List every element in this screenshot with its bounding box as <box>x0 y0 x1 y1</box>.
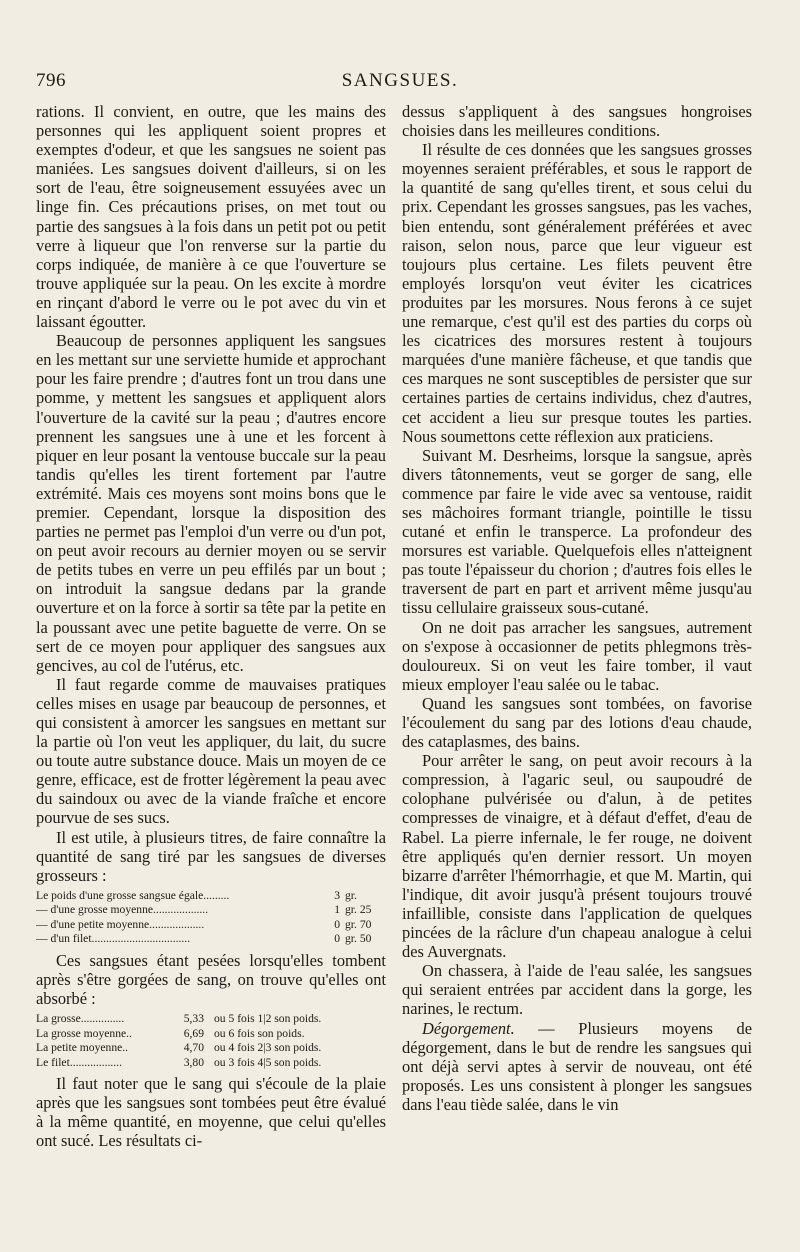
table-cell-value: 0 <box>334 917 340 931</box>
table-cell-note: ou 5 fois 1|2 son poids. <box>214 1012 322 1026</box>
paragraph: dessus s'appliquent à des sangsues hongroises choisies dans les meilleures conditions. <box>402 102 752 141</box>
table-cell-label: Le poids d'une grosse sangsue égale......... <box>36 888 230 902</box>
table-cell-value: 3,80 <box>183 1055 204 1069</box>
paragraph: On ne doit pas arracher les sangsues, autrement on s'expose à occasionner de petits phlegmons très-douloureux. Si on veut les faire tomber, il vaut mieux employer l'eau salée ou le tabac. <box>402 617 752 694</box>
paragraph: rations. Il convient, en outre, que les mains des personnes qui les appliquent soient propres et exemptes d'odeur, et que les sangsues ne soient pas maniées. Les sangsues doivent d'ailleurs, si on les sort de l'eau, être soigneusement essuyées avec un linge fin. Ces précautions prises, on met tout ou partie des sangsues à la fois dans un petit pot ou petit verre à liqueur que l'on renverse sur la partie du corps indiquée, de manière à ce que l'ouverture se trouve appliquée sur la peau. On les excite à mordre en rinçant d'abord le verre ou le pot avec du vin et laissant égoutter. <box>36 102 386 332</box>
page-number: 796 <box>36 70 66 91</box>
table-cell-label: — d'un filet.................................. <box>36 932 191 946</box>
blood-absorbed-table <box>36 1012 386 1070</box>
paragraph-text: — Plusieurs moyens de dégorgement, dans le but de rendre les sangsues qui ont déjà servi aptes à servir de nouveau, ont été proposés. Les uns consistent à plonger les sangsues dans l'eau tiède salée, dans le vin <box>402 1018 752 1114</box>
paragraph: Il est utile, à plusieurs titres, de faire connaître la quantité de sang tiré par les sangsues de diverses grosseurs : <box>36 827 386 885</box>
table-cell-label: — d'une grosse moyenne................... <box>36 903 209 917</box>
paragraph: Il faut noter que le sang qui s'écoule de la plaie après que les sangsues sont tombées peut être évalué à la même quantité, en moyenne, que celui qu'elles ont sucé. Les résultats ci- <box>36 1074 386 1151</box>
paragraph: Beaucoup de personnes appliquent les sangsues en les mettant sur une serviette humide et approchant pour les faire prendre ; d'autres font un trou dans une pomme, y mettent les sangsues et appliquent alors l'ouverture de la cavité sur la peau ; d'autres encore prennent les sangsues une à une et les forcent à piquer en leur posant la ventouse buccale sur la peau tandis qu'elles les tirent fortement par l'autre extrémité. Mais ces moyens sont moins bons que le premier. Cependant, lorsque la disposition des parties ne permet pas l'emploi d'un verre ou d'un pot, on peut avoir recours au dernier moyen ou se servir de petits tubes en verre un peu effilés par un bout ; on introduit la sangsue dedans par la grande ouverture et on la force à sortir sa tête par la petite en la poussant avec une petite baguette de verre. On se sert de ce moyen pour appliquer des sangsues aux gencives, au col de l'utérus, etc. <box>36 331 386 675</box>
paragraph: Suivant M. Desrheims, lorsque la sangsue, après divers tâtonnements, veut se gorger de sang, elle commence par faire le vide avec sa ventouse, raidit ses mâchoires formant triangle, pointille le tissu cutané et enfin le transperce. La profondeur des morsures est variable. Quelquefois elles n'atteignent pas toute l'épaisseur du chorion ; d'autres fois elles le traversent de part en part et arrivent même jusqu'au tissu cellulaire graisseux sous-cutané. <box>402 445 752 618</box>
table-row <box>36 1041 386 1056</box>
right-column <box>402 102 752 1114</box>
table-row <box>36 1027 386 1042</box>
page-header <box>36 70 764 98</box>
table-cell-unit: gr. 25 <box>345 903 372 917</box>
table-cell-value: 1 <box>334 903 340 917</box>
table-cell-unit: gr. <box>345 888 357 902</box>
paragraph: Il faut regarde comme de mauvaises pratiques celles mises en usage par beaucoup de personnes, et qui consistent à amorcer les sangsues en mettant sur la partie où l'on veut les appliquer, du lait, du sucre ou toute autre substance douce. Mais un moyen de ce genre, efficace, est de frotter légèrement la peau avec du saindoux ou avec de la viande fraîche et encore pourvue de ses sucs. <box>36 674 386 828</box>
table-cell-value: 6,69 <box>183 1026 204 1040</box>
paragraph: Il résulte de ces données que les sangsues grosses moyennes seraient préférables, et sous le rapport de la quantité de sang qu'elles tirent, et sous celui du prix. Cependant les grosses sangsues, pas les vaches, bien entendu, sont généralement préférées et avec raison, selon nous, parce que leur vigueur est toujours plus certaine. Les filets peuvent être employés lorsqu'on veut éviter les cicatrices produites par les morsures. Nous ferons à ce sujet une remarque, c'est qu'il est des parties du corps où les cicatrices des morsures restent à toujours marquées d'une manière fâcheuse, et que tandis que ces marques ne sont susceptibles de persister que sur certaines parties de certains individus, chez d'autres, cet accident a lieu sur presque toutes les parties. Nous soumettons cette réflexion aux praticiens. <box>402 140 752 446</box>
section-heading: Dégorgement. <box>422 1018 515 1038</box>
table-cell-label: La grosse............... <box>36 1012 125 1026</box>
table-cell-value: 4,70 <box>183 1041 204 1055</box>
table-cell-unit: gr. 70 <box>345 917 372 931</box>
paragraph: Pour arrêter le sang, on peut avoir recours à la compression, à l'agaric seul, ou saupoudré de colophane pulvérisée ou d'alun, à de petites compresses de vinaigre, et à défaut d'effet, d'eau de Rabel. La pierre infernale, le fer rouge, ne doivent être appliqués qu'en dernier ressort. Un moyen bizarre d'arrêter l'hémorrhagie, et que M. Martin, qui l'indique, dit avoir jusqu'à présent toujours trouvé infaillible, consiste dans l'application de quelques pincées de la râclure d'un chapeau analogue à celui des Auvergnats. <box>402 751 752 962</box>
table-cell-value: 0 <box>334 932 340 946</box>
table-row <box>36 1056 386 1071</box>
paragraph: On chassera, à l'aide de l'eau salée, les sangsues qui seraient entrées par accident dans la gorge, les narines, le rectum. <box>402 961 752 1019</box>
table-cell-label: Le filet.................. <box>36 1055 122 1069</box>
leech-weight-table <box>36 889 386 947</box>
table-row <box>36 1012 386 1027</box>
paragraph: Ces sangsues étant pesées lorsqu'elles tombent après s'être gorgées de sang, on trouve qu'elles ont absorbé : <box>36 950 386 1009</box>
table-row <box>36 918 386 933</box>
left-column <box>36 102 386 1151</box>
table-cell-value: 3 <box>334 888 340 902</box>
table-row <box>36 889 386 904</box>
table-cell-note: ou 6 fois son poids. <box>214 1026 305 1040</box>
table-row <box>36 932 386 947</box>
table-cell-label: La petite moyenne.. <box>36 1041 129 1055</box>
table-cell-note: ou 4 fois 2|3 son poids. <box>214 1041 322 1055</box>
table-cell-unit: gr. 50 <box>345 932 372 946</box>
table-cell-label: — d'une petite moyenne................... <box>36 917 205 931</box>
running-title: SANGSUES. <box>341 70 459 91</box>
paragraph: Quand les sangsues sont tombées, on favorise l'écoulement du sang par des lotions d'eau chaude, des cataplasmes, des bains. <box>402 693 752 752</box>
table-cell-label: La grosse moyenne.. <box>36 1026 132 1040</box>
table-cell-value: 5,33 <box>183 1012 204 1026</box>
table-cell-note: ou 3 fois 4|5 son poids. <box>214 1055 322 1069</box>
table-row <box>36 903 386 918</box>
paragraph <box>402 1019 752 1114</box>
